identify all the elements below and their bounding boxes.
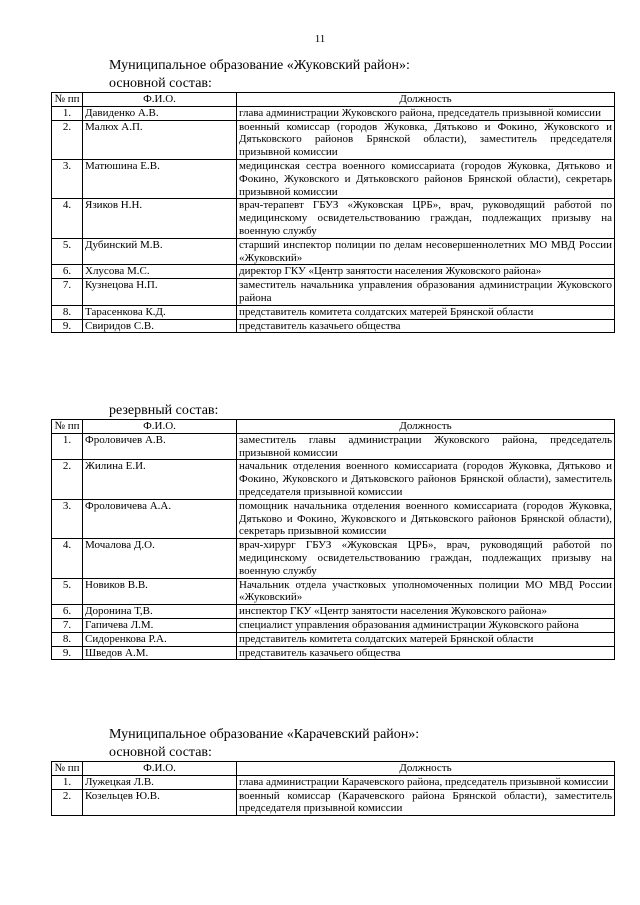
composition-heading: основной состав: [109,745,212,760]
table-row [52,499,615,538]
table-row [52,120,615,159]
member-position: инспектор ГКУ «Центр занятости населения Жуковского района» [237,605,615,619]
member-position: Начальник отдела участковых уполномоченных полиции МО МВД России «Жуковский» [237,578,615,605]
table-header-row [52,762,615,776]
commission-table [51,92,615,333]
composition-heading: основной состав: [109,76,212,91]
row-number: 8. [52,632,83,646]
table-row [52,605,615,619]
column-header-position: Должность [237,762,615,776]
member-name: Дубинский М.В. [83,238,237,265]
table-row [52,789,615,816]
row-number: 7. [52,279,83,306]
row-number: 8. [52,305,83,319]
member-position: начальник отделения военного комиссариата (городов Жуковка, Дятьково и Фокино, Жуковского и Дятьковского районов Брянской области), заместитель председателя призывной комиссии [237,460,615,499]
column-header-number: № пп [52,420,83,434]
row-number: 2. [52,120,83,159]
member-position: представитель комитета солдатских матерей Брянской области [237,632,615,646]
table-row [52,646,615,660]
member-position: медицинская сестра военного комиссариата (городов Жуковка, Дятьково и Фокино, Жуковского и Дятьковского районов Брянской области), секретарь призывной комиссии [237,159,615,198]
member-name: Кузнецова Н.П. [83,279,237,306]
row-number: 6. [52,605,83,619]
table-header-row [52,420,615,434]
column-header-number: № пп [52,762,83,776]
row-number: 1. [52,106,83,120]
member-name: Жилина Е.И. [83,460,237,499]
member-name: Давиденко А.В. [83,106,237,120]
row-number: 2. [52,789,83,816]
row-number: 9. [52,646,83,660]
table-row [52,159,615,198]
member-name: Козельцев Ю.В. [83,789,237,816]
page-number: 11 [314,33,326,45]
member-position: военный комиссар (Карачевского района Брянской области), заместитель председателя призывной комиссии [237,789,615,816]
table-row [52,618,615,632]
row-number: 4. [52,199,83,238]
municipality-heading: Муниципальное образование «Жуковский район»: [109,58,410,73]
member-position: заместитель начальника управления образования администрации Жуковского района [237,279,615,306]
member-name: Матюшина Е.В. [83,159,237,198]
member-position: представитель комитета солдатских матерей Брянской области [237,305,615,319]
row-number: 5. [52,238,83,265]
member-name: Лужецкая Л.В. [83,775,237,789]
table-row [52,279,615,306]
column-header-number: № пп [52,93,83,107]
member-name: Шведов А.М. [83,646,237,660]
table-row [52,319,615,333]
member-position: помощник начальника отделения военного комиссариата (городов Жуковка, Дятьково и Фокино, Жуковского и Дятьковского районов Брянской области), секретарь призывной комиссии [237,499,615,538]
row-number: 3. [52,159,83,198]
member-position: военный комиссар (городов Жуковка, Дятьково и Фокино, Жуковского и Дятьковского районов Брянской области), заместитель председателя призывной комиссии [237,120,615,159]
member-position: директор ГКУ «Центр занятости населения Жуковского района» [237,265,615,279]
row-number: 7. [52,618,83,632]
table-row [52,460,615,499]
composition-heading: резервный состав: [109,403,219,418]
row-number: 6. [52,265,83,279]
member-name: Новиков В.В. [83,578,237,605]
table-row [52,539,615,578]
table-header-row [52,93,615,107]
member-name: Мочалова Д.О. [83,539,237,578]
member-name: Сидоренкова Р.А. [83,632,237,646]
member-position: глава администрации Карачевского района, председатель призывной комиссии [237,775,615,789]
member-name: Хлусова М.С. [83,265,237,279]
table-row [52,238,615,265]
table-row [52,775,615,789]
table-row [52,632,615,646]
row-number: 3. [52,499,83,538]
member-name: Тарасенкова К.Д. [83,305,237,319]
column-header-name: Ф.И.О. [83,93,237,107]
member-name: Гапичева Л.М. [83,618,237,632]
column-header-name: Ф.И.О. [83,762,237,776]
member-position: глава администрации Жуковского района, председатель призывной комиссии [237,106,615,120]
table-row [52,305,615,319]
member-name: Фроловичева А.А. [83,499,237,538]
member-position: врач-терапевт ГБУЗ «Жуковская ЦРБ», врач, руководящий работой по медицинскому освидетельствованию граждан, подлежащих призыву на военную службу [237,199,615,238]
commission-table [51,761,615,816]
row-number: 2. [52,460,83,499]
table-row [52,106,615,120]
column-header-position: Должность [237,420,615,434]
member-position: старший инспектор полиции по делам несовершеннолетних МО МВД России «Жуковский» [237,238,615,265]
table-row [52,578,615,605]
member-name: Малюх А.П. [83,120,237,159]
member-name: Фроловичев А.В. [83,433,237,460]
row-number: 9. [52,319,83,333]
row-number: 4. [52,539,83,578]
member-position: специалист управления образования администрации Жуковского района [237,618,615,632]
member-name: Доронина Т,В. [83,605,237,619]
row-number: 1. [52,433,83,460]
row-number: 5. [52,578,83,605]
member-position: представитель казачьего общества [237,319,615,333]
member-name: Язиков Н.Н. [83,199,237,238]
table-row [52,199,615,238]
row-number: 1. [52,775,83,789]
member-position: представитель казачьего общества [237,646,615,660]
commission-table [51,419,615,660]
column-header-name: Ф.И.О. [83,420,237,434]
column-header-position: Должность [237,93,615,107]
member-name: Свиридов С.В. [83,319,237,333]
table-row [52,433,615,460]
member-position: заместитель главы администрации Жуковского района, председатель призывной комиссии [237,433,615,460]
member-position: врач-хирург ГБУЗ «Жуковская ЦРБ», врач, руководящий работой по медицинскому освидетельствованию граждан, подлежащих призыву на военную службу [237,539,615,578]
table-row [52,265,615,279]
municipality-heading: Муниципальное образование «Карачевский район»: [109,727,420,742]
